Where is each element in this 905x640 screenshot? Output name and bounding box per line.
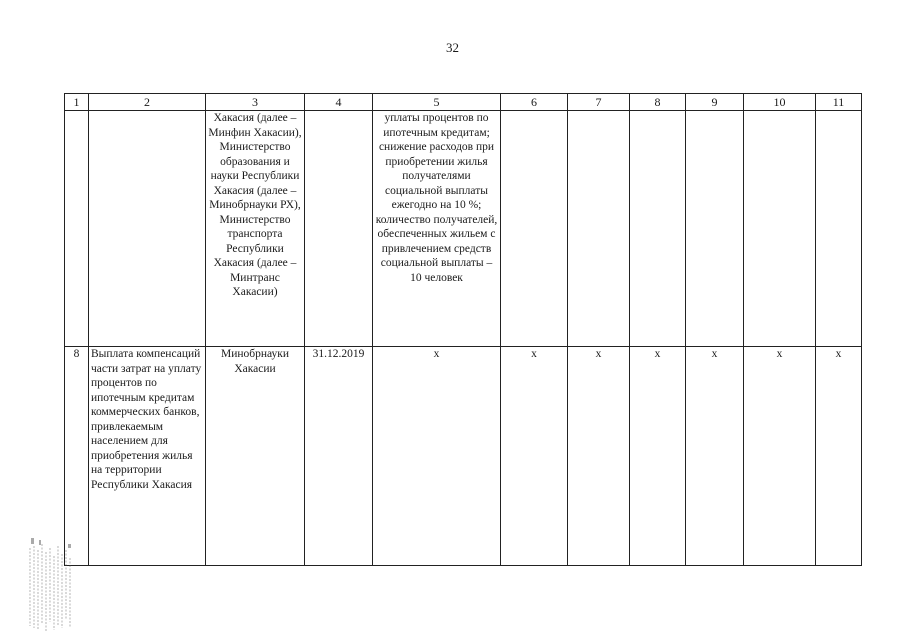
cell-executor: Минобрнауки Хакасии [206,347,305,566]
cell-activity-name: Выплата компенсаций части затрат на уплату процентов по ипотечным кредитам коммерческих банков, привлекаемым населением для приобретения жилья на территории Республики Хакасия [89,347,206,566]
column-header-3: 3 [206,94,305,111]
column-header-10: 10 [744,94,816,111]
cell-number: 8 [65,347,89,566]
cell-col-10: х [744,347,816,566]
cell-number [65,111,89,347]
table-row-8 [65,347,862,566]
cell-col-6 [501,111,568,347]
approval-stamp-mark [28,536,74,632]
column-header-4: 4 [305,94,373,111]
cell-col-8 [630,111,686,347]
column-header-9: 9 [686,94,744,111]
cell-col-11: х [816,347,862,566]
cell-col-6: х [501,347,568,566]
cell-col-7 [568,111,630,347]
column-header-11: 11 [816,94,862,111]
cell-col-11 [816,111,862,347]
column-header-6: 6 [501,94,568,111]
column-header-1: 1 [65,94,89,111]
cell-expected-result: х [373,347,501,566]
column-number-header-row [65,94,862,111]
cell-expected-result: уплаты процентов по ипотечным кредитам; снижение расходов при приобретении жилья получателями социальной выплаты ежегодно на 10 %; количество получателей, обеспеченных жильем с привлечением средств социальной выплаты – 10 человек [373,111,501,347]
cell-deadline: 31.12.2019 [305,347,373,566]
column-header-8: 8 [630,94,686,111]
column-header-5: 5 [373,94,501,111]
column-header-2: 2 [89,94,206,111]
cell-col-10 [744,111,816,347]
page-number: 32 [446,40,459,55]
cell-executor: Хакасия (далее – Минфин Хакасии), Министерство образования и науки Республики Хакасия (далее – Минобрнауки РХ), Министерство транспорта Республики Хакасия (далее – Минтранс Хакасии) [206,111,305,347]
continuation-row [65,111,862,347]
cell-col-7: х [568,347,630,566]
cell-activity-name [89,111,206,347]
program-activities-table [64,93,862,566]
cell-col-8: х [630,347,686,566]
cell-deadline [305,111,373,347]
column-header-7: 7 [568,94,630,111]
cell-col-9 [686,111,744,347]
cell-col-9: х [686,347,744,566]
